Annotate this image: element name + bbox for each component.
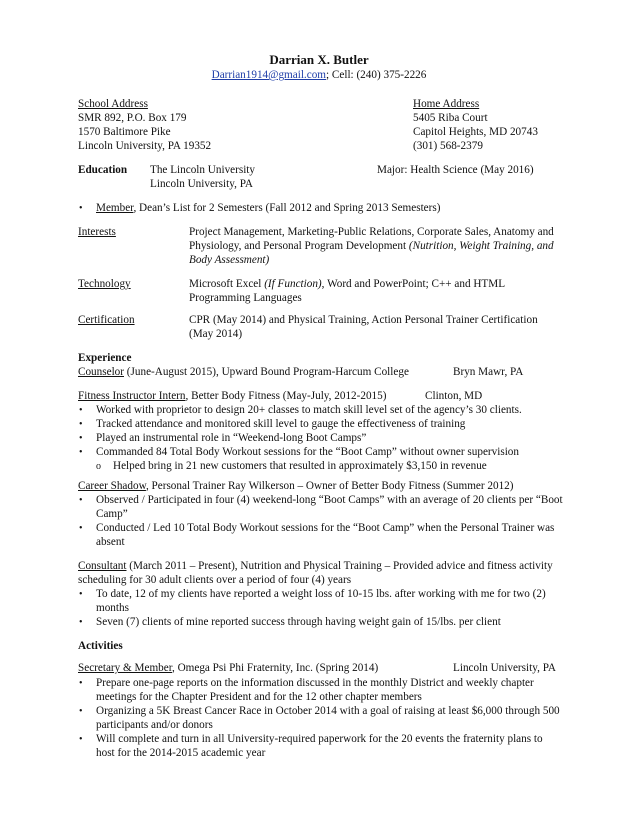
bullet-marker: •	[79, 734, 83, 745]
bullet-marker: •	[79, 617, 83, 628]
fitness-sub-bullet: Helped bring in 21 new customers that resulted in approximately $3,150 in revenue	[113, 460, 487, 472]
deans-list-text: , Dean’s List for 2 Semesters (Fall 2012 and Spring 2013 Semesters)	[133, 202, 441, 214]
bullet-marker: •	[79, 706, 83, 717]
bullet-marker: •	[79, 405, 83, 416]
technology-line2: Programming Languages	[189, 292, 302, 304]
experience-heading: Experience	[78, 352, 132, 364]
technology-excel: Microsoft Excel	[189, 278, 265, 290]
bullet-marker: •	[79, 495, 83, 506]
bullet-marker: •	[79, 523, 83, 534]
contact-line	[0, 69, 638, 81]
school-address-line3: Lincoln University, PA 19352	[78, 140, 212, 152]
technology-line1	[189, 277, 505, 292]
home-address-line3: (301) 568-2379	[413, 140, 483, 152]
career-shadow-label: Career Shadow	[78, 480, 146, 492]
home-address-label: Home Address	[413, 98, 480, 110]
career-shadow-details: , Personal Trainer Ray Wilkerson – Owner of Better Body Fitness (Summer 2012)	[145, 480, 514, 492]
fitness-intern-details: , Better Body Fitness (May-July, 2012-2015)	[185, 390, 387, 402]
email-link[interactable]: Darrian1914@gmail.com	[211, 69, 326, 81]
certification-line1: CPR (May 2014) and Physical Training, Action Personal Trainer Certification	[189, 314, 538, 326]
member-label: Member	[96, 202, 134, 214]
home-address-line2: Capitol Heights, MD 20743	[413, 126, 538, 138]
home-address-line1: 5405 Riba Court	[413, 112, 488, 124]
bullet-marker: •	[79, 419, 83, 430]
education-school: The Lincoln University	[150, 164, 256, 176]
fitness-bullet-4: Commanded 84 Total Body Workout sessions for the “Boot Camp” without owner supervision	[96, 446, 519, 458]
school-address-line2: 1570 Baltimore Pike	[78, 126, 171, 138]
consult-bullet-1-line2: months	[96, 602, 129, 614]
interests-line3: Body Assessment)	[189, 254, 270, 266]
consult-bullet-2: Seven (7) clients of mine reported success through having weight gain of 15/lbs. per client	[96, 616, 501, 628]
sub-bullet-marker: o	[96, 461, 101, 472]
certification-line2: (May 2014)	[189, 328, 243, 340]
activity-bullet-3-line2: host for the 2014-2015 academic year	[96, 747, 266, 759]
school-address-line1: SMR 892, P.O. Box 179	[78, 112, 187, 124]
phone-text: ; Cell: (240) 375-2226	[326, 69, 427, 81]
counselor-label: Counselor	[78, 366, 124, 378]
fitness-intern-location: Clinton, MD	[425, 390, 483, 402]
fitness-bullet-1: Worked with proprietor to design 20+ classes to match skill level set of the agency’s 30 clients.	[96, 404, 522, 416]
secretary-details: , Omega Psi Phi Fraternity, Inc. (Spring 2014)	[171, 662, 379, 674]
consult-bullet-1-line1: To date, 12 of my clients have reported a weight loss of 10-15 lbs. after working with me for two (2)	[96, 588, 546, 600]
bullet-marker: •	[79, 203, 83, 214]
counselor-location: Bryn Mawr, PA	[453, 366, 524, 378]
consultant-line2: scheduling for 30 adult clients over a period of four (4) years	[78, 574, 352, 586]
interests-label: Interests	[78, 226, 116, 238]
secretary-line	[78, 661, 378, 676]
activity-bullet-2-line2: participants and/or donors	[96, 719, 213, 731]
education-label: Education	[78, 164, 128, 176]
counselor-line	[78, 365, 409, 380]
secretary-label: Secretary & Member	[78, 662, 172, 674]
consultant-details: (March 2011 – Present), Nutrition and Physical Training – Provided advice and fitness activity	[126, 560, 553, 572]
certification-label: Certification	[78, 314, 135, 326]
bullet-marker: •	[79, 678, 83, 689]
career-shadow-line	[78, 479, 514, 494]
activity-bullet-1-line1: Prepare one-page reports on the information discussed in the monthly District and weekly chapter	[96, 677, 534, 689]
activities-heading: Activities	[78, 640, 123, 652]
fitness-intern-line	[78, 389, 386, 404]
activity-bullet-1-line2: meetings for the Chapter President and for the 12 other chapter members	[96, 691, 422, 703]
technology-label: Technology	[78, 278, 131, 290]
technology-if-function: (If Function)	[264, 278, 322, 290]
bullet-marker: •	[79, 447, 83, 458]
education-location: Lincoln University, PA	[150, 178, 253, 190]
consultant-line	[78, 559, 553, 574]
interests-line2-italic: (Nutrition, Weight Training, and	[408, 240, 554, 252]
activity-bullet-3-line1: Will complete and turn in all University-required paperwork for the 20 events the fraternity plans to	[96, 733, 543, 745]
education-major: Major: Health Science (May 2016)	[377, 164, 534, 176]
shadow-bullet-1-line1: Observed / Participated in four (4) weekend-long “Boot Camps” with an average of 20 clients per “Boot	[96, 494, 563, 506]
school-address-label: School Address	[78, 98, 148, 110]
candidate-name: Darrian X. Butler	[269, 52, 369, 67]
shadow-bullet-2-line1: Conducted / Led 10 Total Body Workout sessions for the “Boot Camp” when the Personal Trainer was	[96, 522, 555, 534]
counselor-details: (June-August 2015), Upward Bound Program-Harcum College	[124, 366, 409, 378]
interests-line1: Project Management, Marketing-Public Relations, Corporate Sales, Anatomy and	[189, 226, 554, 238]
shadow-bullet-1-line2: Camp”	[96, 508, 128, 520]
interests-line2-text: Physiology, and Personal Program Development	[189, 240, 409, 252]
shadow-bullet-2-line2: absent	[96, 536, 125, 548]
fitness-intern-label: Fitness Instructor Intern	[78, 390, 186, 402]
activity-bullet-2-line1: Organizing a 5K Breast Cancer Race in October 2014 with a goal of raising at least $6,000 through 500	[96, 705, 560, 717]
deans-list-item	[96, 201, 440, 216]
technology-rest: , Word and PowerPoint; C++ and HTML	[321, 278, 506, 290]
bullet-marker: •	[79, 433, 83, 444]
secretary-location: Lincoln University, PA	[453, 662, 556, 674]
fitness-bullet-3: Played an instrumental role in “Weekend-long Boot Camps”	[96, 432, 367, 444]
interests-line2	[189, 239, 554, 254]
consultant-label: Consultant	[78, 560, 127, 572]
bullet-marker: •	[79, 589, 83, 600]
fitness-bullet-2: Tracked attendance and monitored skill level to gauge the effectiveness of training	[96, 418, 466, 430]
